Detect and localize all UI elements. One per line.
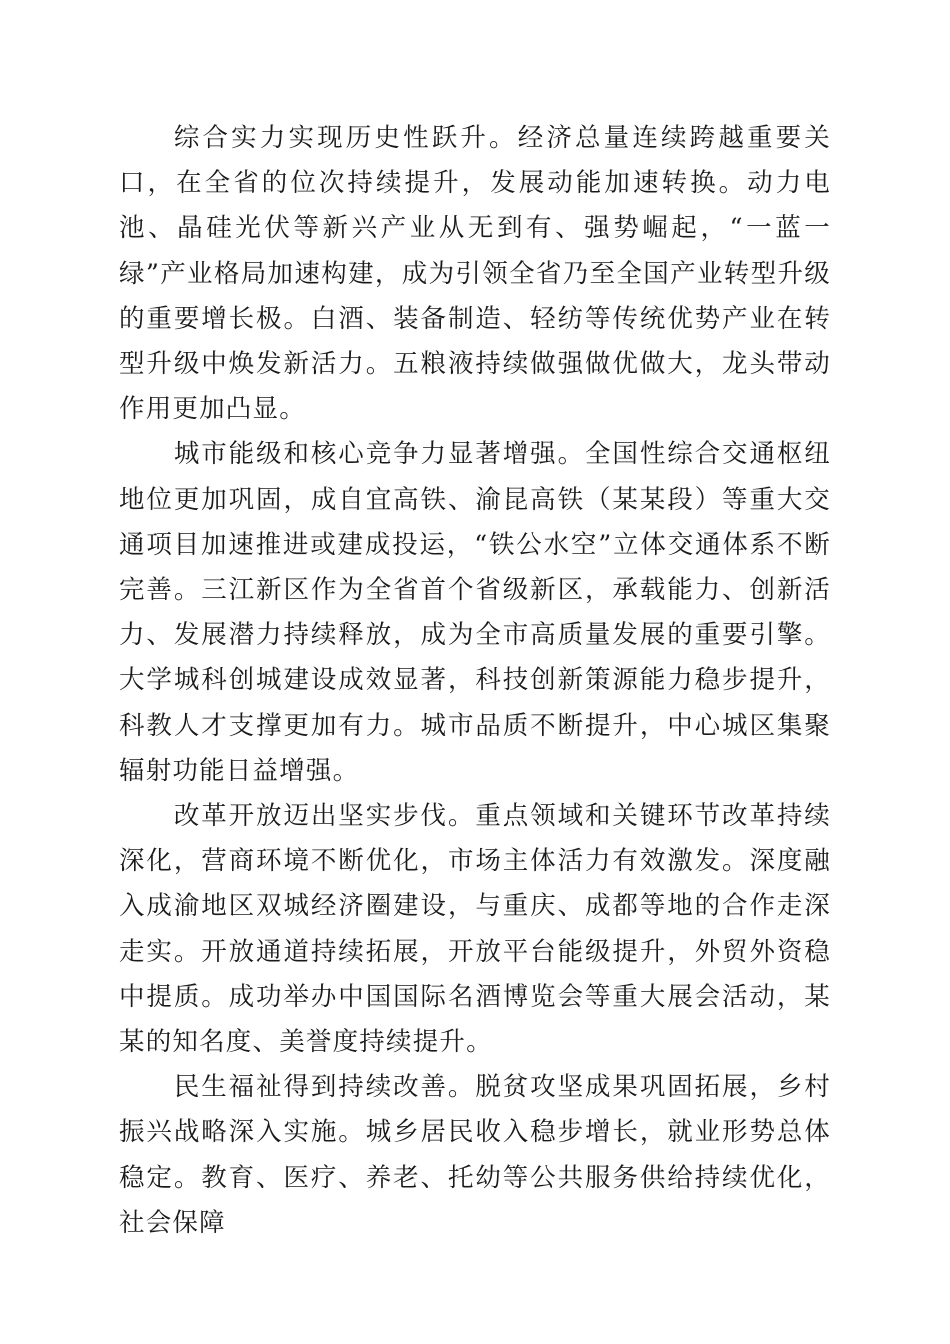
paragraph-city-competitiveness: 城市能级和核心竞争力显著增强。全国性综合交通枢纽地位更加巩固，成自宜高铁、渝昆高铁（某某段）等重大交通项目加速推进或建成投运，“铁公水空”立体交通体系不断完善。三江新区作为全省首个省级新区，承载能力、创新活力、发展潜力持续释放，成为全市高质量发展的重要引擎。大学城科创城建设成效显著，科技创新策源能力稳步提升，科教人才支撑更加有力。城市品质不断提升，中心城区集聚辐射功能日益增强。	[119, 439, 831, 786]
paragraph-reform-opening: 改革开放迈出坚实步伐。重点领域和关键环节改革持续深化，营商环境不断优化，市场主体活力有效激发。深度融入成渝地区双城经济圈建设，与重庆、成都等地的合作走深走实。开放通道持续拓展，开放平台能级提升，外贸外资稳中提质。成功举办中国国际名酒博览会等重大展会活动，某某的知名度、美誉度持续提升。	[119, 801, 831, 1058]
paragraph-comprehensive-strength: 综合实力实现历史性跃升。经济总量连续跨越重要关口，在全省的位次持续提升，发展动能加速转换。动力电池、晶硅光伏等新兴产业从无到有、强势崛起，“一蓝一绿”产业格局加速构建，成为引领全省乃至全国产业转型升级的重要增长极。白酒、装备制造、轻纺等传统优势产业在转型升级中焕发新活力。五粮液持续做强做优做大，龙头带动作用更加凸显。	[119, 123, 831, 425]
paragraph-livelihood: 民生福祉得到持续改善。脱贫攻坚成果巩固拓展，乡村振兴战略深入实施。城乡居民收入稳步增长，就业形势总体稳定。教育、医疗、养老、托幼等公共服务供给持续优化，社会保障	[119, 1072, 831, 1238]
document-page	[119, 116, 831, 1246]
